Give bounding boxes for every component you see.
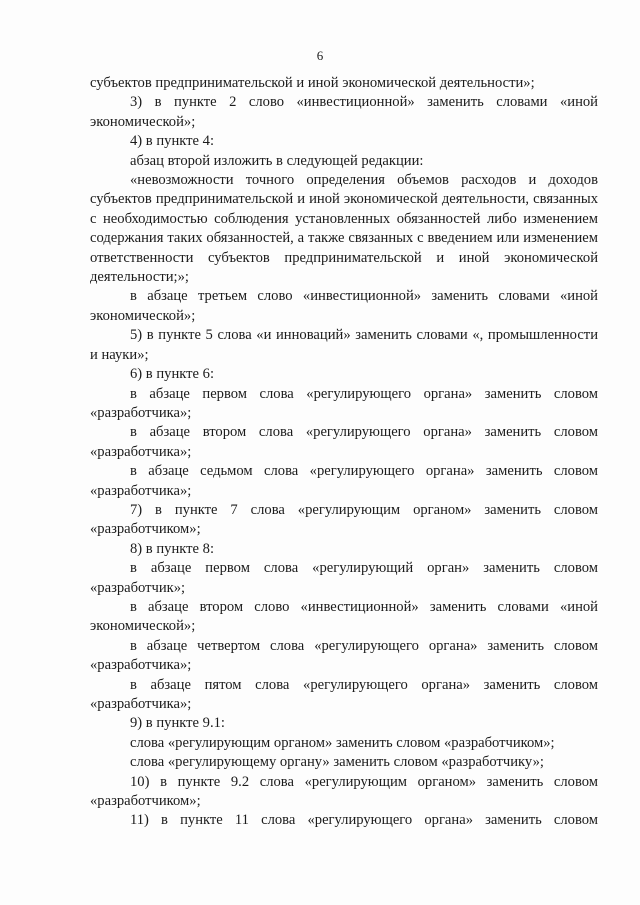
paragraph: 9) в пункте 9.1: xyxy=(130,715,225,732)
paragraph: 6) в пункте 6: xyxy=(130,366,215,383)
paragraph: 5) в пункте 5 слова «и инноваций» заменить словами «, промышленности и науки»; xyxy=(90,327,598,363)
paragraph: в абзаце втором слова «регулирующего органа» заменить словом «разработчика»; xyxy=(90,424,598,460)
paragraph: в абзаце четвертом слова «регулирующего органа» заменить словом «разработчика»; xyxy=(90,637,598,674)
paragraph: субъектов предпринимательской и иной экономической деятельности»; xyxy=(90,75,535,91)
paragraph: в абзаце седьмом слова «регулирующего органа» заменить словом «разработчика»; xyxy=(90,463,598,499)
paragraph: 11) в пункте 11 слова «регулирующего органа» заменить словом xyxy=(130,812,598,829)
paragraph: в абзаце первом слова «регулирующего органа» заменить словом «разработчика»; xyxy=(90,385,598,421)
page-number: 6 xyxy=(316,48,324,63)
paragraph: 3) в пункте 2 слово «инвестиционной» заменить словами «иной экономической»; xyxy=(90,94,598,130)
paragraph: 4) в пункте 4: xyxy=(130,133,215,150)
paragraph: в абзаце третьем слово «инвестиционной» заменить словами «иной экономической»; xyxy=(90,288,598,324)
paragraph: 10) в пункте 9.2 слова «регулирующим органом» заменить словом «разработчиком»; xyxy=(90,773,598,810)
paragraph: в абзаце пятом слова «регулирующего органа» заменить словом «разработчика»; xyxy=(90,676,598,712)
paragraph: в абзаце втором слово «инвестиционной» заменить словами «иной экономической»; xyxy=(90,598,598,635)
paragraph: слова «регулирующим органом» заменить словом «разработчиком»; xyxy=(130,734,555,751)
paragraph: 7) в пункте 7 слова «регулирующим органом» заменить словом «разработчиком»; xyxy=(90,501,598,538)
paragraph: слова «регулирующему органу» заменить словом «разработчику»; xyxy=(130,754,544,771)
paragraph: абзац второй изложить в следующей редакции: xyxy=(130,152,424,169)
paragraph: в абзаце первом слова «регулирующий орган» заменить словом «разработчик»; xyxy=(90,560,598,596)
paragraph: 8) в пункте 8: xyxy=(130,540,215,557)
paragraph: «невозможности точного определения объемов расходов и доходов субъектов предпринимательской и иной экономической деятельности, связанных с необходимостью соблюдения установленных обязанностей либо изменением содержания таких обязанностей, а также связанных с введением или изменением ответственности субъектов предпринимательской и иной экономической деятельности;»; xyxy=(90,172,598,286)
document-body xyxy=(90,74,598,831)
